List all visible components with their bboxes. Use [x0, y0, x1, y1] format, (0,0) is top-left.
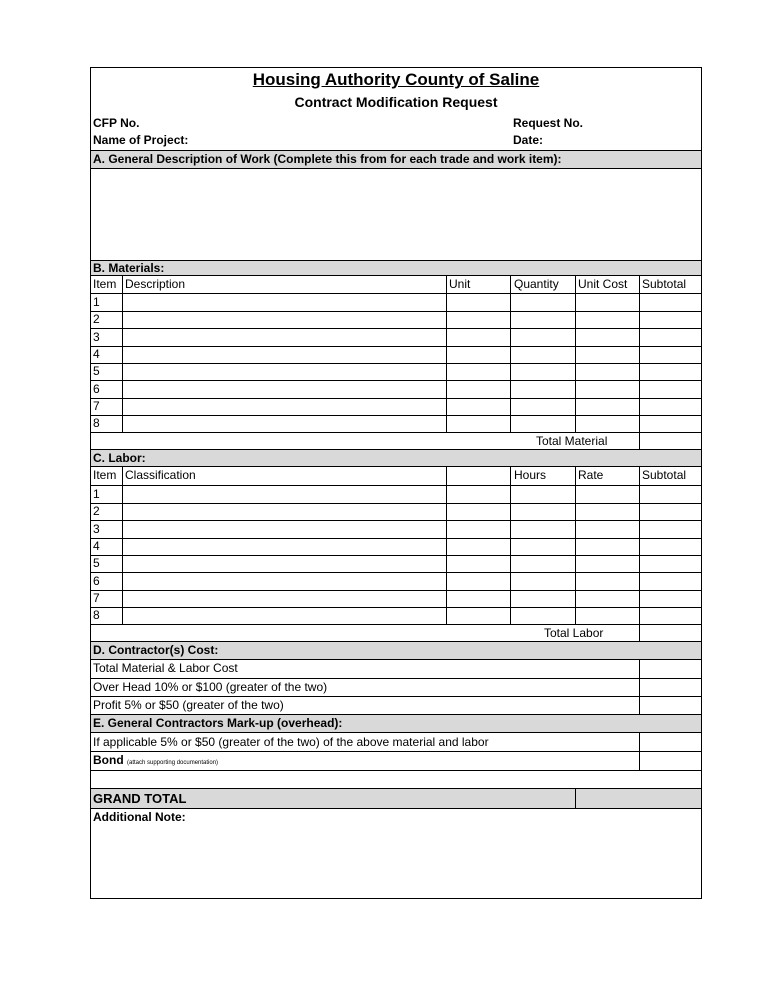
project-name-label: Name of Project: [93, 133, 189, 147]
materials-col-divider [446, 276, 447, 432]
labor-col-subtotal: Subtotal [642, 468, 687, 482]
contract-modification-form [90, 67, 702, 899]
section-a-header [91, 150, 701, 169]
labor-col-hours: Hours [514, 468, 547, 482]
work-description-area[interactable] [91, 169, 701, 260]
materials-col-description: Description [125, 277, 186, 291]
material-row-rule [91, 432, 701, 433]
labor-col-divider [639, 467, 640, 642]
material-row-number: 8 [93, 416, 100, 430]
section-d-heading: D. Contractor(s) Cost: [93, 643, 219, 657]
material-row-rule [91, 380, 701, 381]
labor-row-rule [91, 607, 701, 608]
markup-label: If applicable 5% or $50 (greater of the two) of the above material and labor [93, 735, 489, 749]
section-b-heading: B. Materials: [93, 261, 165, 275]
bond-note: (attach supporting documentation) [127, 760, 219, 766]
labor-row-number: 5 [93, 556, 100, 570]
material-row-rule [91, 346, 701, 347]
labor-row-rule [91, 572, 701, 573]
labor-row-rule [91, 503, 701, 504]
labor-row-number: 8 [93, 608, 100, 622]
material-row-rule [91, 398, 701, 399]
labor-row-rule [91, 520, 701, 521]
labor-row-number: 1 [93, 487, 100, 501]
materials-col-divider [122, 276, 123, 432]
profit-label: Profit 5% or $50 (greater of the two) [93, 698, 284, 712]
labor-header-rule [91, 485, 701, 486]
materials-col-item: Item [93, 277, 117, 291]
material-row-rule [91, 328, 701, 329]
grand-total-value-cell[interactable] [576, 789, 701, 808]
bond-row-rule [91, 770, 701, 771]
overhead-label: Over Head 10% or $100 (greater of the two) [93, 680, 328, 694]
labor-col-rate: Rate [578, 468, 604, 482]
material-row-rule [91, 363, 701, 364]
labor-row-rule [91, 538, 701, 539]
bond-label: Bond [93, 753, 124, 767]
section-e-heading: E. General Contractors Mark-up (overhead): [93, 716, 343, 730]
labor-row-number: 3 [93, 522, 100, 536]
labor-row-number: 6 [93, 574, 100, 588]
material-row-number: 5 [93, 364, 100, 378]
material-row-number: 2 [93, 312, 100, 326]
grand-total-row [91, 788, 701, 809]
request-no-label: Request No. [513, 116, 584, 130]
materials-col-subtotal: Subtotal [642, 277, 687, 291]
material-row-number: 7 [93, 399, 100, 413]
materials-header-rule [91, 293, 701, 294]
cfp-no-label: CFP No. [93, 116, 140, 130]
total-material-labor-cost-label: Total Material & Labor Cost [93, 661, 238, 675]
section-c-heading: C. Labor: [93, 451, 146, 465]
materials-col-divider [639, 276, 640, 450]
markup-col-divider [639, 733, 640, 770]
labor-row-rule [91, 590, 701, 591]
form-title: Housing Authority County of Saline [252, 70, 540, 89]
section-c-header [91, 449, 701, 467]
material-row-number: 4 [93, 347, 100, 361]
labor-col-divider [510, 467, 511, 624]
labor-col-divider [122, 467, 123, 624]
additional-note-area[interactable] [91, 826, 701, 898]
materials-col-divider [575, 276, 576, 432]
section-d-header [91, 641, 701, 660]
bond-row [93, 752, 218, 772]
section-b-header [91, 260, 701, 276]
date-label: Date: [513, 133, 544, 147]
total-material-label: Total Material [536, 434, 608, 448]
materials-col-quantity: Quantity [514, 277, 559, 291]
labor-col-divider [446, 467, 447, 624]
labor-row-number: 4 [93, 539, 100, 553]
labor-row-rule [91, 624, 701, 625]
material-row-number: 1 [93, 295, 100, 309]
materials-col-unit-cost: Unit Cost [578, 277, 628, 291]
labor-col-item: Item [93, 468, 117, 482]
material-row-number: 6 [93, 382, 100, 396]
material-row-rule [91, 311, 701, 312]
materials-col-unit: Unit [449, 277, 471, 291]
section-e-header [91, 714, 701, 733]
section-a-heading: A. General Description of Work (Complete this from for each trade and work item): [93, 152, 562, 166]
cost-col-divider [639, 660, 640, 714]
materials-col-divider [510, 276, 511, 432]
labor-col-classification: Classification [125, 468, 196, 482]
total-labor-label: Total Labor [544, 626, 604, 640]
labor-row-number: 2 [93, 504, 100, 518]
grand-total-label: GRAND TOTAL [93, 791, 187, 806]
additional-note-label: Additional Note: [93, 810, 186, 824]
form-subtitle: Contract Modification Request [294, 94, 498, 110]
material-row-number: 3 [93, 330, 100, 344]
labor-col-divider [575, 467, 576, 624]
material-row-rule [91, 415, 701, 416]
labor-row-number: 7 [93, 591, 100, 605]
labor-row-rule [91, 555, 701, 556]
